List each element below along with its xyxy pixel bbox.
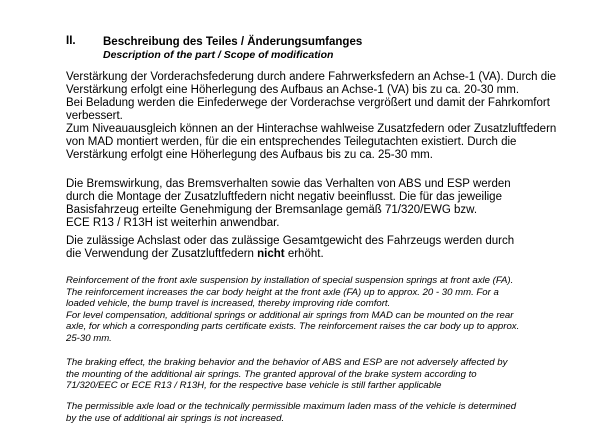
text-line: Verstärkung erfolgt eine Höherlegung des Aufbaus an Achse-1 (VA) bis zu ca. 20-30 mm. [66, 84, 520, 96]
text-line: axle, for which a corresponding parts certificate exists. The reinforcement raises the car body up to approx. [66, 321, 520, 333]
text-line: ECE R13 / R13H ist weiterhin anwendbar. [66, 217, 280, 229]
german-paragraph-2 [66, 178, 586, 230]
text-line-emphasis [66, 248, 586, 261]
english-paragraph-2 [66, 357, 594, 392]
text-line: verbessert. [66, 110, 123, 122]
section-subtitle: Description of the part / Scope of modification [103, 49, 334, 61]
section-title: Beschreibung des Teiles / Änderungsumfanges [103, 36, 363, 48]
text-line: Bei Beladung werden die Einfederwege der Vorderachse vergrößert und damit der Fahrkomfort [66, 97, 550, 109]
emphasis-nicht: nicht [257, 248, 285, 260]
text-line: Verstärkung der Vorderachsfederung durch andere Fahrwerksfedern an Achse-1 (VA). Durch die [66, 71, 557, 83]
text-line: Die zulässige Achslast oder das zulässige Gesamtgewicht des Fahrzeugs werden durch [66, 235, 515, 247]
english-paragraph-1 [66, 275, 594, 345]
text-line: the mounting of the additional air springs. The granted approval of the brake system according to [66, 368, 477, 380]
section-number: II. [66, 35, 76, 47]
german-paragraph-3 [66, 235, 586, 261]
english-paragraph-3 [66, 401, 594, 424]
text-line: The braking effect, the braking behavior and the behavior of ABS and ESP are not adversely affected by [66, 357, 508, 368]
text-line: durch die Montage der Zusatzluftfedern nicht negativ beeinflusst. Die für das jeweilige [66, 191, 502, 203]
text-line: For level compensation, additional springs or additional air springs from MAD can be mounted on the rear [66, 309, 514, 321]
text-line: Basisfahrzeug erteilte Genehmigung der Bremsanlage gemäß 71/320/EWG bzw. [66, 204, 478, 216]
text-line: von MAD montiert werden, für die ein entsprechendes Teilegutachten existiert. Durch die [66, 136, 517, 148]
text-line: loaded vehicle, the bump travel is increased, thereby improving ride comfort. [66, 298, 391, 310]
text-line: Verstärkung erfolgt eine Höherlegung des Aufbaus bis zu ca. 25-30 mm. [66, 149, 433, 161]
text-line: 25-30 mm. [66, 332, 112, 344]
text-line: by the use of additional air springs is not increased. [66, 412, 285, 424]
text-line: The permissible axle load or the technically permissible maximum laden mass of the vehicle is determined [66, 401, 517, 412]
text-line: Die Bremswirkung, das Bremsverhalten sowie das Verhalten von ABS und ESP werden [66, 178, 511, 190]
german-paragraph-1 [66, 71, 586, 162]
text-segment: die Verwendung der Zusatzluftfedern [66, 248, 258, 260]
text-line: Zum Niveauausgleich können an der Hinterachse wahlweise Zusatzfedern oder Zusatzluftfedern [66, 123, 557, 135]
text-line: 71/320/EEC or ECE R13 / R13H, for the respective base vehicle is still farther applicable [66, 380, 442, 392]
text-line: Reinforcement of the front axle suspension by installation of special suspension springs at front axle (FA). [66, 275, 514, 286]
text-line: The reinforcement increases the car body height at the front axle (FA) up to approx. 20 - 30 mm. For a [66, 286, 499, 298]
text-segment: erhöht. [284, 248, 324, 260]
